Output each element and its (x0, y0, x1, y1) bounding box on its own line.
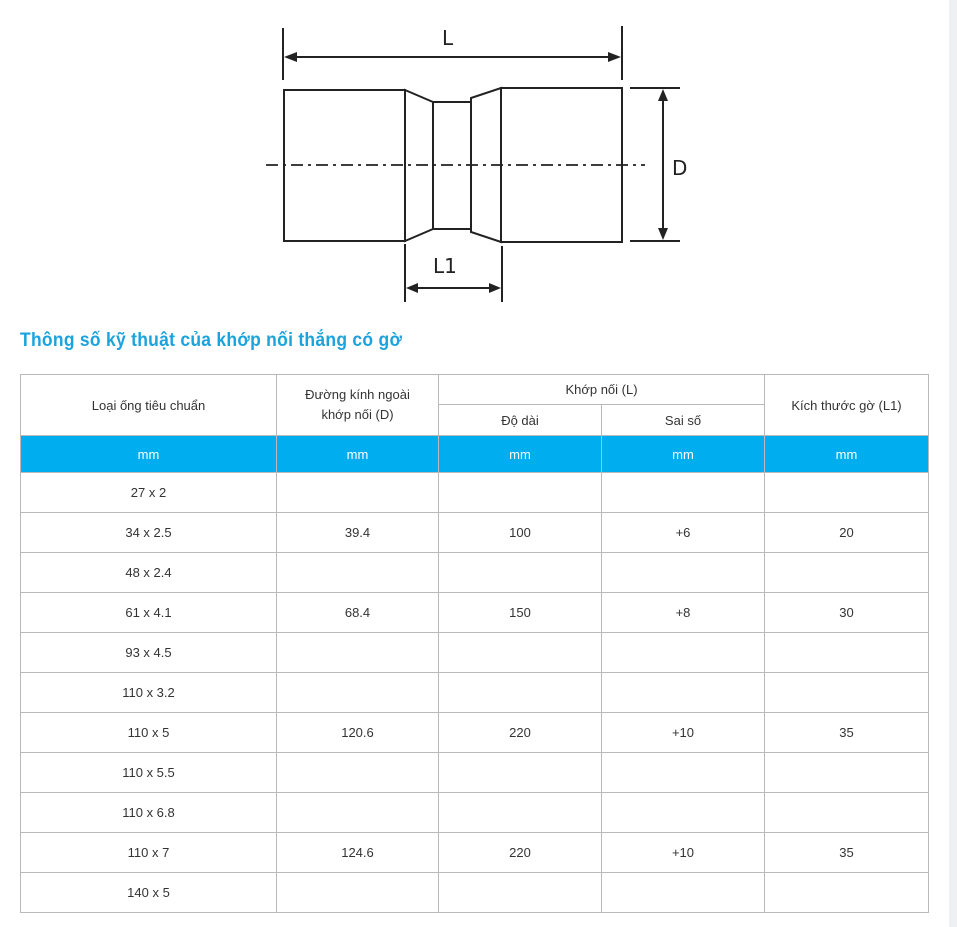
cell-length (439, 673, 602, 713)
cell-ridge-size (765, 633, 929, 673)
cell-ridge-size: 35 (765, 713, 929, 753)
cell-tolerance (602, 753, 765, 793)
unit-cell: mm (277, 436, 439, 473)
cell-length (439, 793, 602, 833)
cell-outer-diameter (277, 553, 439, 593)
table-row (21, 873, 929, 913)
spec-table (20, 374, 929, 913)
cell-ridge-size (765, 473, 929, 513)
section-title: Thông số kỹ thuật của khớp nối thẳng có gờ (20, 330, 403, 351)
cell-length: 150 (439, 593, 602, 633)
table-row (21, 553, 929, 593)
d-arrow-bottom (658, 228, 668, 240)
cell-tolerance (602, 473, 765, 513)
cell-pipe-type: 140 x 5 (21, 873, 277, 913)
cell-tolerance (602, 673, 765, 713)
l-arrow-left (284, 52, 297, 62)
cell-tolerance: +8 (602, 593, 765, 633)
cell-tolerance (602, 553, 765, 593)
cell-ridge-size: 35 (765, 833, 929, 873)
label-d: D (672, 156, 688, 180)
l1-arrow-right (489, 283, 501, 293)
header-pipe-type: Loại ống tiêu chuẩn (21, 375, 277, 436)
cell-tolerance: +10 (602, 713, 765, 753)
cell-pipe-type: 61 x 4.1 (21, 593, 277, 633)
table-row (21, 833, 929, 873)
label-l: L (442, 26, 454, 50)
table-row (21, 793, 929, 833)
cell-length (439, 753, 602, 793)
unit-cell: mm (21, 436, 277, 473)
table-row (21, 753, 929, 793)
cell-pipe-type: 93 x 4.5 (21, 633, 277, 673)
cell-tolerance (602, 633, 765, 673)
cell-tolerance: +6 (602, 513, 765, 553)
table-row (21, 633, 929, 673)
header-ridge-size: Kích thước gờ (L1) (765, 375, 929, 436)
header-length: Độ dài (439, 405, 602, 436)
table-row (21, 593, 929, 633)
cell-ridge-size (765, 873, 929, 913)
cell-outer-diameter: 120.6 (277, 713, 439, 753)
table-row (21, 713, 929, 753)
cell-pipe-type: 48 x 2.4 (21, 553, 277, 593)
cell-outer-diameter (277, 793, 439, 833)
cell-outer-diameter (277, 873, 439, 913)
header-coupling-group: Khớp nối (L) (439, 375, 765, 405)
header-outer-diameter (277, 375, 439, 436)
cell-pipe-type: 110 x 7 (21, 833, 277, 873)
cell-outer-diameter (277, 673, 439, 713)
cell-outer-diameter (277, 753, 439, 793)
cell-outer-diameter: 39.4 (277, 513, 439, 553)
label-l1: L1 (433, 254, 457, 278)
cell-ridge-size (765, 673, 929, 713)
cell-outer-diameter (277, 633, 439, 673)
cell-tolerance: +10 (602, 833, 765, 873)
cell-pipe-type: 110 x 6.8 (21, 793, 277, 833)
cell-outer-diameter: 68.4 (277, 593, 439, 633)
cell-outer-diameter (277, 473, 439, 513)
cell-ridge-size (765, 753, 929, 793)
cell-ridge-size (765, 553, 929, 593)
unit-cell: mm (765, 436, 929, 473)
l-arrow-right (608, 52, 621, 62)
cell-length (439, 553, 602, 593)
cell-pipe-type: 110 x 5.5 (21, 753, 277, 793)
cell-length (439, 873, 602, 913)
cell-ridge-size: 20 (765, 513, 929, 553)
unit-cell: mm (602, 436, 765, 473)
header-tolerance: Sai số (602, 405, 765, 436)
unit-row (21, 436, 929, 473)
coupling-diagram (0, 0, 957, 320)
cell-outer-diameter: 124.6 (277, 833, 439, 873)
d-arrow-top (658, 89, 668, 101)
table-row (21, 473, 929, 513)
header-row-1 (21, 375, 929, 405)
unit-cell: mm (439, 436, 602, 473)
cell-pipe-type: 110 x 3.2 (21, 673, 277, 713)
cell-length: 220 (439, 713, 602, 753)
cell-pipe-type: 110 x 5 (21, 713, 277, 753)
table-row (21, 673, 929, 713)
cell-length: 220 (439, 833, 602, 873)
header-outer-diameter-line1: Đường kính ngoài (305, 387, 410, 402)
cell-length (439, 473, 602, 513)
cell-pipe-type: 34 x 2.5 (21, 513, 277, 553)
coupling-drawing (0, 0, 957, 320)
cell-length: 100 (439, 513, 602, 553)
header-outer-diameter-line2: khớp nối (D) (321, 407, 394, 422)
cell-pipe-type: 27 x 2 (21, 473, 277, 513)
cell-length (439, 633, 602, 673)
cell-tolerance (602, 873, 765, 913)
l1-arrow-left (406, 283, 418, 293)
table-row (21, 513, 929, 553)
cell-ridge-size (765, 793, 929, 833)
cell-ridge-size: 30 (765, 593, 929, 633)
cell-tolerance (602, 793, 765, 833)
